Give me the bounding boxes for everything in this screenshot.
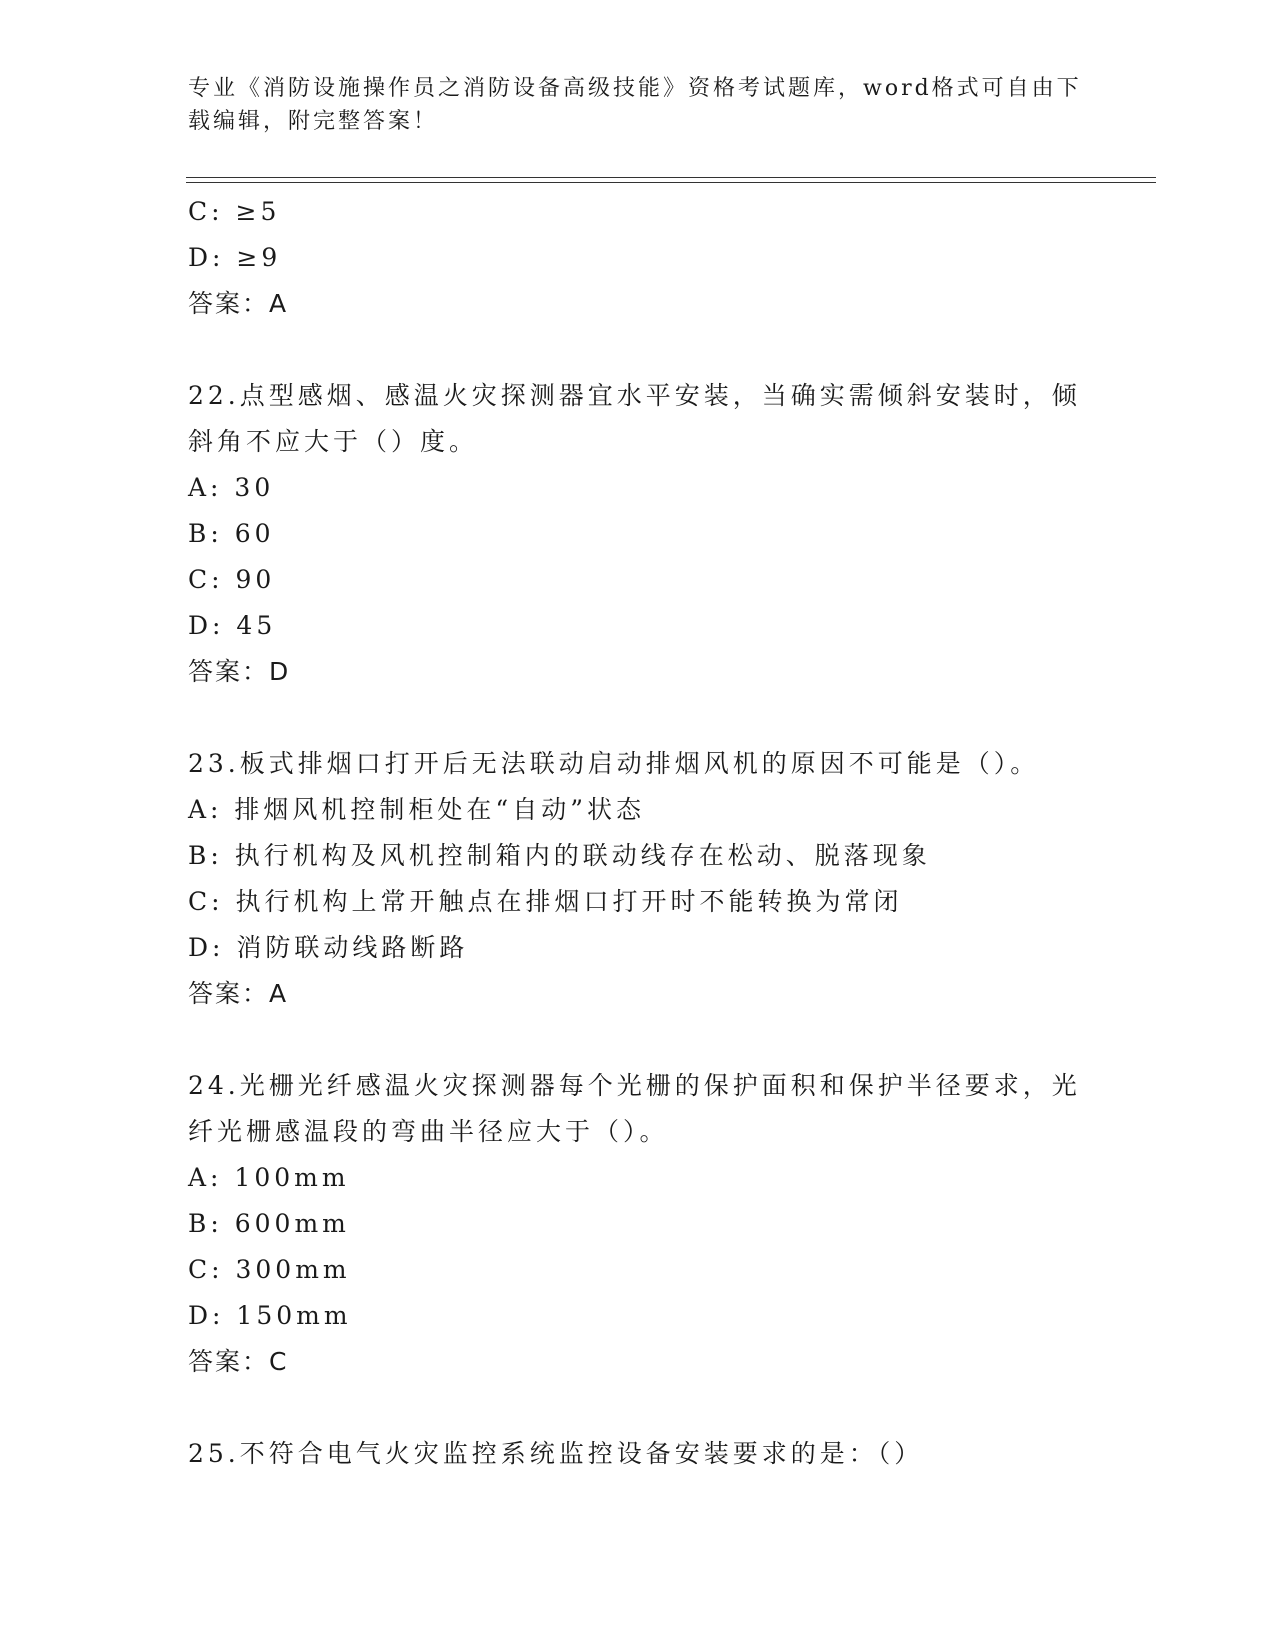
spacer <box>188 695 1088 741</box>
option-b: B: 60 <box>188 519 275 548</box>
question-text-line: 24.光栅光纤感温火灾探测器每个光栅的保护面积和保护半径要求，光 <box>188 1071 1081 1100</box>
header-divider-bottom <box>186 182 1156 183</box>
option-c: C: 90 <box>188 565 276 594</box>
document-header <box>188 72 1088 138</box>
question-text-line: 纤光栅感温段的弯曲半径应大于（）。 <box>188 1117 669 1146</box>
question-content <box>188 189 1088 1477</box>
option-c: C: ≥5 <box>188 197 281 226</box>
question-23 <box>188 741 1088 1017</box>
header-line-2: 载编辑，附完整答案！ <box>188 109 439 134</box>
question-text-line: 22.点型感烟、感温火灾探测器宜水平安装，当确实需倾斜安装时，倾 <box>188 381 1081 410</box>
option-b: B: 600mm <box>188 1209 350 1238</box>
header-line-1: 专业《消防设施操作员之消防设备高级技能》资格考试题库，word格式可自由下 <box>188 76 1082 101</box>
question-24 <box>188 1063 1088 1385</box>
answer-line: 答案：A <box>188 979 289 1008</box>
option-a: A: 排烟风机控制柜处在“自动”状态 <box>188 795 645 824</box>
option-c: C: 执行机构上常开触点在排烟口打开时不能转换为常闭 <box>188 887 903 916</box>
spacer <box>188 1385 1088 1431</box>
option-a: A: 30 <box>188 473 275 502</box>
option-a: A: 100mm <box>188 1163 350 1192</box>
question-text-line: 斜角不应大于（）度。 <box>188 427 479 456</box>
option-d: D: 消防联动线路断路 <box>188 933 469 962</box>
question-text-line: 23.板式排烟口打开后无法联动启动排烟风机的原因不可能是（）。 <box>188 749 1040 778</box>
spacer <box>188 1017 1088 1063</box>
answer-line: 答案：A <box>188 289 289 318</box>
option-d: D: 150mm <box>188 1301 352 1330</box>
spacer <box>188 327 1088 373</box>
header-divider-top <box>186 177 1156 178</box>
question-25 <box>188 1431 1088 1477</box>
option-c: C: 300mm <box>188 1255 351 1284</box>
question-22 <box>188 373 1088 695</box>
answer-line: 答案：D <box>188 657 291 686</box>
option-b: B: 执行机构及风机控制箱内的联动线存在松动、脱落现象 <box>188 841 931 870</box>
option-d: D: ≥9 <box>188 243 282 272</box>
answer-line: 答案：C <box>188 1347 289 1376</box>
question-text-line: 25.不符合电气火灾监控系统监控设备安装要求的是：（） <box>188 1439 924 1468</box>
option-d: D: 45 <box>188 611 277 640</box>
